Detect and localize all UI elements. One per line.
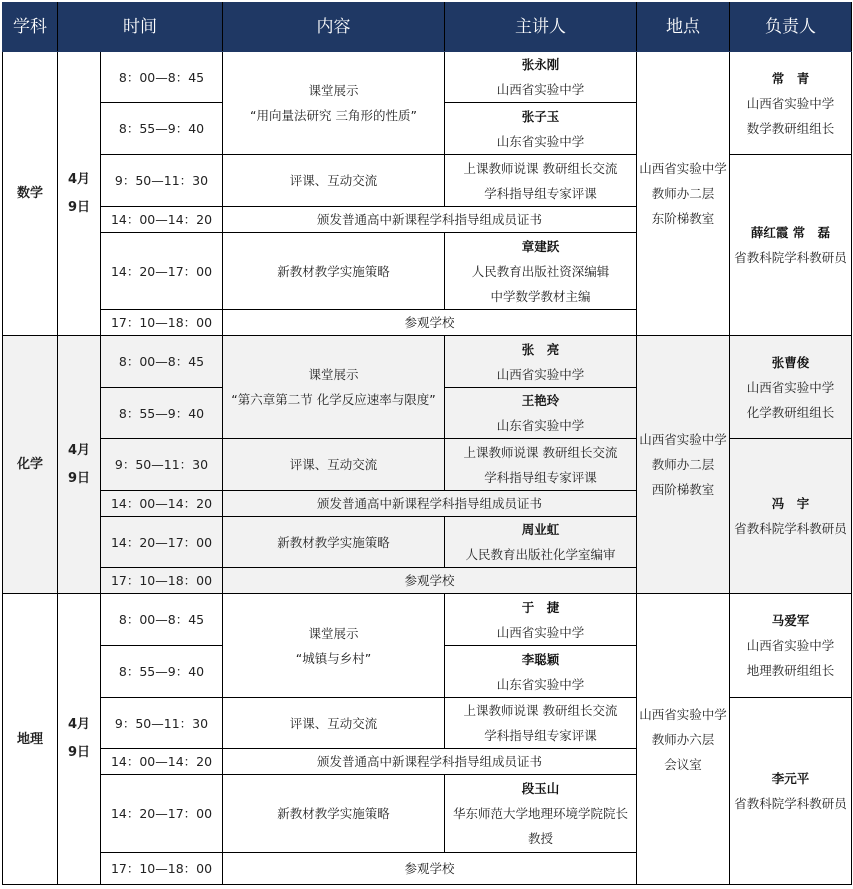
speaker-cell: [445, 388, 637, 439]
header-time: 时间: [58, 3, 223, 52]
speaker-name: 李聪颖: [521, 651, 560, 667]
lesson-line: 课堂展示: [308, 625, 359, 641]
speaker-org: 山西省实验中学: [496, 366, 585, 382]
time-cell: 17：10—18：00: [101, 310, 223, 336]
table-row: [3, 336, 852, 388]
leader-name: 冯 宇: [771, 496, 810, 511]
lesson-line: 课堂展示: [308, 367, 359, 382]
speaker-name: 周业虹: [521, 522, 560, 537]
date-line: 9日: [67, 470, 91, 486]
speaker-name: 于 捷: [521, 599, 560, 615]
location-cell: [637, 594, 730, 885]
leader-name: 李元平: [771, 771, 810, 786]
review-speaker-cell: [445, 698, 637, 749]
time-cell: 17：10—18：00: [101, 568, 223, 594]
speaker-name: 张 亮: [521, 341, 560, 357]
time-cell: 14：00—14：20: [101, 207, 223, 233]
lesson-line: “城镇与乡村”: [295, 650, 372, 666]
speaker-cell: [445, 336, 637, 388]
header-content: 内容: [223, 3, 445, 52]
date-line: 4月: [67, 717, 91, 732]
speaker-cell: [445, 594, 637, 646]
time-cell: 8：00—8：45: [101, 594, 223, 646]
speaker-org: 山西省实验中学: [496, 82, 585, 97]
strategy-speaker-cell: [445, 233, 637, 310]
time-cell: 8：55—9：40: [101, 388, 223, 439]
review-speaker-line: 上课教师说课 教研组长交流: [463, 703, 618, 718]
leader-name: 薛红霞 常 磊: [750, 225, 831, 240]
visit-cell: 参观学校: [223, 853, 637, 885]
location-line: 山西省实验中学: [639, 706, 727, 722]
time-cell: 9：50—11：30: [101, 439, 223, 491]
schedule-table: [2, 2, 852, 885]
review-cell: 评课、互动交流: [223, 698, 445, 749]
speaker-name: 张子玉: [521, 108, 560, 124]
visit-cell: 参观学校: [223, 310, 637, 336]
date-line: 9日: [67, 199, 91, 215]
lesson-line: “用向量法研究 三角形的性质”: [250, 108, 417, 123]
leader-line: 省教科院学科教研员: [734, 521, 847, 536]
speaker-org: 中学数学教材主编: [490, 288, 591, 304]
leader-name: 马爱军: [771, 613, 810, 628]
date-line: 4月: [67, 171, 91, 187]
strategy-speaker-cell: [445, 775, 637, 853]
review-speaker-line: 上课教师说课 教研组长交流: [463, 444, 618, 460]
location-line: 教师办二层: [651, 457, 715, 472]
strategy-cell: 新教材教学实施策略: [223, 233, 445, 310]
leader-cell: [730, 52, 852, 155]
date-line: 9日: [67, 745, 91, 760]
header-row: [3, 3, 852, 52]
leader-name: 张曹俊: [771, 354, 810, 370]
review-speaker-line: 学科指导组专家评课: [484, 185, 597, 201]
time-cell: 14：20—17：00: [101, 233, 223, 310]
location-cell: [637, 52, 730, 336]
speaker-org: 人民教育出版社资深编辑: [471, 263, 610, 279]
leader-line: 省教科院学科教研员: [734, 796, 847, 811]
time-cell: 8：55—9：40: [101, 103, 223, 155]
header-speaker: 主讲人: [445, 3, 637, 52]
time-cell: 14：20—17：00: [101, 775, 223, 853]
leader-line: 地理教研组组长: [746, 663, 835, 678]
lesson-line: “第六章第二节 化学反应速率与限度”: [231, 392, 436, 407]
location-line: 西阶梯教室: [651, 482, 715, 497]
review-cell: 评课、互动交流: [223, 439, 445, 491]
time-cell: 14：00—14：20: [101, 749, 223, 775]
speaker-org: 山东省实验中学: [496, 676, 585, 692]
schedule-body: [3, 52, 852, 885]
review-speaker-line: 学科指导组专家评课: [484, 728, 597, 743]
subject-cell: 化学: [3, 336, 58, 594]
table-row: [3, 594, 852, 646]
lesson-cell: [223, 594, 445, 698]
review-speaker-cell: [445, 439, 637, 491]
leader-cell: [730, 698, 852, 885]
leader-line: 化学教研组组长: [746, 404, 835, 420]
leader-line: 山西省实验中学: [746, 95, 835, 111]
location-line: 山西省实验中学: [639, 161, 727, 176]
leader-cell: [730, 336, 852, 439]
visit-cell: 参观学校: [223, 568, 637, 594]
speaker-org: 华东师范大学地理环境学院院长: [452, 806, 628, 821]
time-cell: 9：50—11：30: [101, 155, 223, 207]
leader-cell: [730, 155, 852, 336]
award-cell: 颁发普通高中新课程学科指导组成员证书: [223, 749, 637, 775]
speaker-name: 张永刚: [521, 57, 560, 72]
lesson-line: 课堂展示: [308, 83, 359, 98]
review-speaker-cell: [445, 155, 637, 207]
speaker-cell: [445, 103, 637, 155]
review-speaker-line: 上课教师说课 教研组长交流: [463, 160, 618, 176]
speaker-org: 山东省实验中学: [496, 418, 585, 433]
subject-cell: 数学: [3, 52, 58, 336]
strategy-cell: 新教材教学实施策略: [223, 517, 445, 568]
location-line: 会议室: [664, 756, 702, 772]
review-cell: 评课、互动交流: [223, 155, 445, 207]
review-speaker-line: 学科指导组专家评课: [484, 469, 597, 485]
location-line: 教师办二层: [651, 186, 715, 201]
location-cell: [637, 336, 730, 594]
leader-line: 省教科院学科教研员: [734, 250, 847, 265]
location-line: 教师办六层: [651, 731, 715, 747]
header-location: 地点: [637, 3, 730, 52]
time-cell: 17：10—18：00: [101, 853, 223, 885]
time-cell: 14：20—17：00: [101, 517, 223, 568]
date-cell: [58, 336, 101, 594]
lesson-cell: [223, 336, 445, 439]
speaker-org: 山东省实验中学: [496, 133, 585, 149]
header-leader: 负责人: [730, 3, 852, 52]
speaker-name: 章建跃: [521, 238, 560, 254]
time-cell: 9：50—11：30: [101, 698, 223, 749]
speaker-org: 教授: [527, 831, 553, 846]
date-line: 4月: [67, 442, 91, 458]
strategy-cell: 新教材教学实施策略: [223, 775, 445, 853]
speaker-cell: [445, 52, 637, 103]
leader-name: 常 青: [771, 70, 810, 86]
location-line: 东阶梯教室: [651, 211, 715, 226]
award-cell: 颁发普通高中新课程学科指导组成员证书: [223, 207, 637, 233]
leader-line: 山西省实验中学: [746, 638, 835, 653]
time-cell: 8：00—8：45: [101, 336, 223, 388]
leader-line: 数学教研组组长: [746, 120, 835, 136]
leader-cell: [730, 439, 852, 594]
table-row: [3, 52, 852, 103]
header-subject: 学科: [3, 3, 58, 52]
location-line: 山西省实验中学: [639, 432, 727, 447]
award-cell: 颁发普通高中新课程学科指导组成员证书: [223, 491, 637, 517]
speaker-name: 王艳玲: [521, 393, 560, 408]
time-cell: 8：00—8：45: [101, 52, 223, 103]
strategy-speaker-cell: [445, 517, 637, 568]
time-cell: 14：00—14：20: [101, 491, 223, 517]
speaker-org: 人民教育出版社化学室编审: [465, 547, 616, 562]
subject-cell: 地理: [3, 594, 58, 885]
leader-cell: [730, 594, 852, 698]
date-cell: [58, 52, 101, 336]
time-cell: 8：55—9：40: [101, 646, 223, 698]
speaker-cell: [445, 646, 637, 698]
lesson-cell: [223, 52, 445, 155]
leader-line: 山西省实验中学: [746, 379, 835, 395]
speaker-org: 山西省实验中学: [496, 624, 585, 640]
date-cell: [58, 594, 101, 885]
speaker-name: 段玉山: [521, 781, 560, 796]
